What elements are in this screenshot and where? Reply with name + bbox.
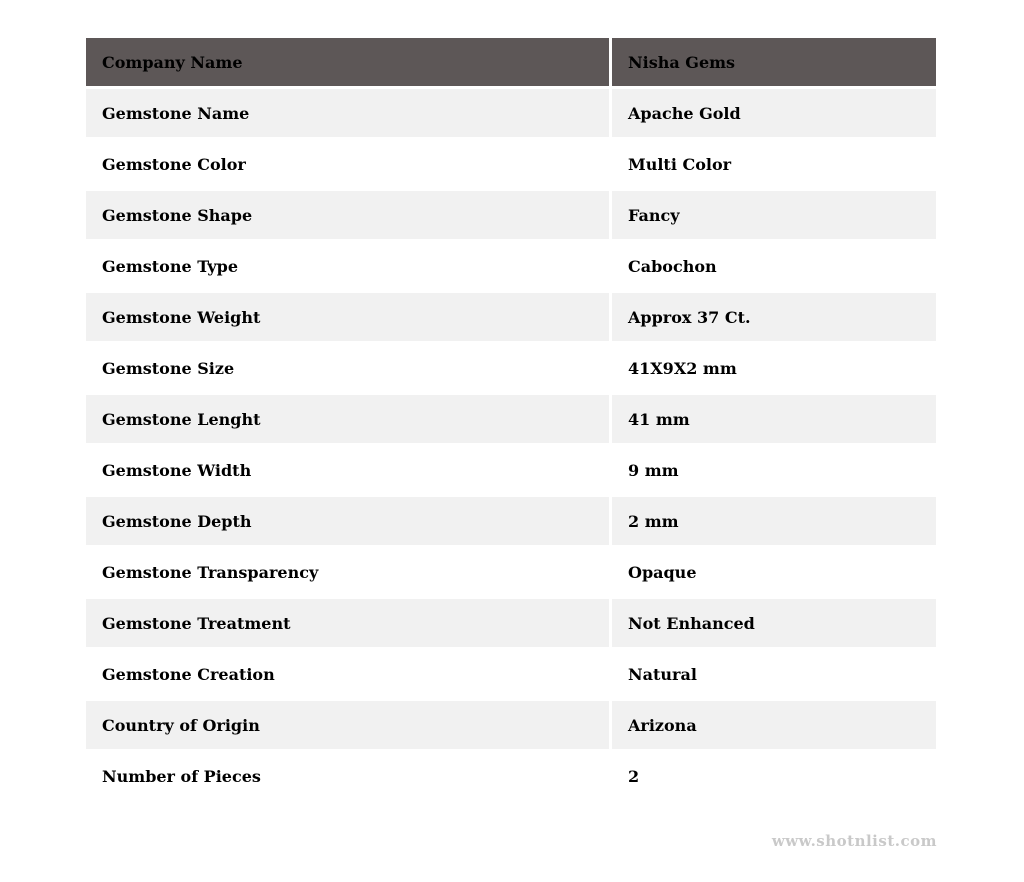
table-row <box>86 599 936 647</box>
spec-label-cell: Gemstone Lenght <box>86 395 609 443</box>
table-row <box>86 293 936 341</box>
table-body <box>86 89 936 800</box>
spec-value-cell: Not Enhanced <box>612 599 936 647</box>
table-row <box>86 89 936 137</box>
spec-label-cell: Country of Origin <box>86 701 609 749</box>
table-row <box>86 701 936 749</box>
table-row <box>86 446 936 494</box>
table-row <box>86 650 936 698</box>
spec-label-cell: Gemstone Name <box>86 89 609 137</box>
spec-value-cell: Apache Gold <box>612 89 936 137</box>
table-header-row <box>86 38 936 86</box>
spec-value-cell: Fancy <box>612 191 936 239</box>
spec-value-cell: 9 mm <box>612 446 936 494</box>
spec-value-cell: 41 mm <box>612 395 936 443</box>
table-row <box>86 191 936 239</box>
spec-value-cell: Arizona <box>612 701 936 749</box>
spec-value-cell: Approx 37 Ct. <box>612 293 936 341</box>
spec-label-cell: Gemstone Color <box>86 140 609 188</box>
spec-label-cell: Gemstone Transparency <box>86 548 609 596</box>
spec-label-cell: Gemstone Creation <box>86 650 609 698</box>
header-label-cell: Company Name <box>86 38 609 86</box>
gemstone-spec-table <box>83 35 939 803</box>
spec-label-cell: Gemstone Treatment <box>86 599 609 647</box>
table-row <box>86 395 936 443</box>
table-row <box>86 344 936 392</box>
table-row <box>86 242 936 290</box>
header-value-cell: Nisha Gems <box>612 38 936 86</box>
spec-value-cell: Cabochon <box>612 242 936 290</box>
table-row <box>86 497 936 545</box>
spec-label-cell: Gemstone Depth <box>86 497 609 545</box>
spec-label-cell: Gemstone Weight <box>86 293 609 341</box>
table-row <box>86 548 936 596</box>
spec-label-cell: Gemstone Width <box>86 446 609 494</box>
spec-value-cell: Multi Color <box>612 140 936 188</box>
table-row <box>86 140 936 188</box>
spec-value-cell: 2 <box>612 752 936 800</box>
spec-value-cell: 41X9X2 mm <box>612 344 936 392</box>
spec-value-cell: Opaque <box>612 548 936 596</box>
spec-label-cell: Number of Pieces <box>86 752 609 800</box>
table-row <box>86 752 936 800</box>
spec-label-cell: Gemstone Shape <box>86 191 609 239</box>
spec-value-cell: Natural <box>612 650 936 698</box>
spec-value-cell: 2 mm <box>612 497 936 545</box>
site-watermark: www.shotnlist.com <box>771 832 937 850</box>
spec-label-cell: Gemstone Type <box>86 242 609 290</box>
spec-label-cell: Gemstone Size <box>86 344 609 392</box>
